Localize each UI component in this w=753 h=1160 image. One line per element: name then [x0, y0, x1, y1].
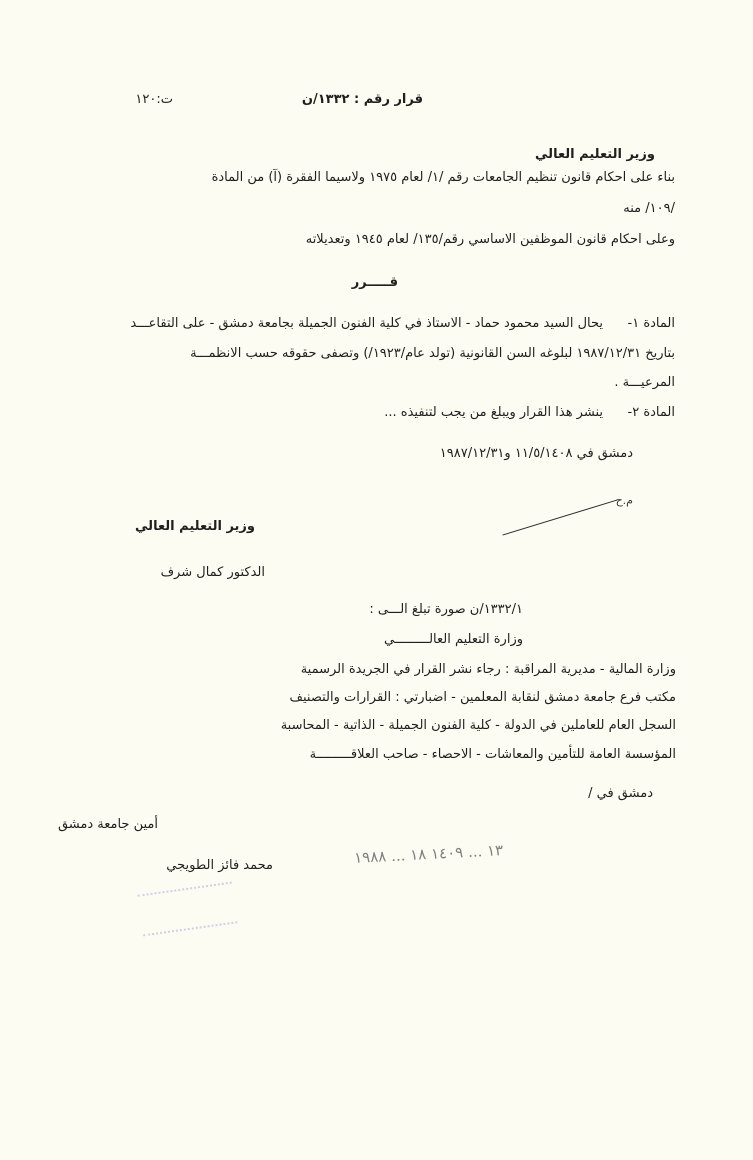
decision-number: قرار رقم : ١٣٣٢/ن: [301, 92, 423, 107]
article-1-line-2: بتاريخ ١٩٨٧/١٢/٣١ لبلوغه السن القانونية (تولد عام/١٩٢٣/) وتصفى حقوقه حسب الانظمـــة: [190, 346, 675, 361]
issue-date: دمشق في ١١/٥/١٤٠٨ و١٩٨٧/١٢/٣١: [439, 446, 633, 461]
decides-heading: قـــــرر: [351, 275, 398, 290]
distribution-date: دمشق في /: [588, 786, 653, 801]
signatory-title: وزير التعليم العالي: [135, 519, 255, 534]
handwritten-date: ١٣ ... ١٤٠٩ ١٨ ... ١٩٨٨: [353, 841, 504, 867]
distribution-line-1: وزارة التعليم العالـــــــــي: [383, 632, 523, 647]
article-2-label: المادة ٢-: [627, 405, 675, 420]
article-1-label: المادة ١-: [627, 316, 675, 331]
distribution-line-2: وزارة المالية - مديرية المراقبة : رجاء نشر القرار في الجريدة الرسمية: [300, 662, 676, 677]
preamble-line-3: وعلى احكام قانون الموظفين الاساسي رقم/١٣٥/ لعام ١٩٤٥ وتعديلاته: [305, 232, 675, 247]
distribution-line-5: المؤسسة العامة للتأمين والمعاشات - الاحصاء - صاحب العلاقـــــــــة: [309, 747, 676, 762]
distribution-header: ١٣٣٢/١/ن صورة تبلغ الـــى :: [369, 602, 523, 617]
issuer-title: وزير التعليم العالي: [535, 147, 655, 162]
secretary-title: أمين جامعة دمشق: [57, 817, 158, 832]
article-1-line-3: المرعيـــة .: [614, 375, 675, 390]
preamble-line-2: /١٠٩/ منه: [623, 201, 675, 216]
article-1-line-1: يحال السيد محمود حماد - الاستاذ في كلية الفنون الجميلة بجامعة دمشق - على التقاعـــد: [130, 316, 603, 331]
secretary-name: محمد فائز الطويجي: [166, 858, 273, 873]
faded-stamp: [138, 882, 238, 937]
signatory-name: الدكتور كمال شرف: [160, 565, 265, 580]
preamble-line-1: بناء على احكام قانون تنظيم الجامعات رقم /١/ لعام ١٩٧٥ ولاسيما الفقرة (آ) من المادة: [211, 170, 675, 185]
distribution-line-3: مكتب فرع جامعة دمشق لنقابة المعلمين - اضبارتي : القرارات والتصنيف: [289, 690, 676, 705]
distribution-line-4: السجل العام للعاملين في الدولة - كلية الفنون الجميلة - الذاتية - المحاسبة: [280, 718, 676, 733]
signature-stroke: [502, 499, 617, 535]
initials: م.ح: [615, 494, 633, 507]
reference-number: ت:١٢٠: [135, 92, 173, 107]
article-2-text: ينشر هذا القرار ويبلغ من يجب لتنفيذه ...: [384, 405, 603, 420]
